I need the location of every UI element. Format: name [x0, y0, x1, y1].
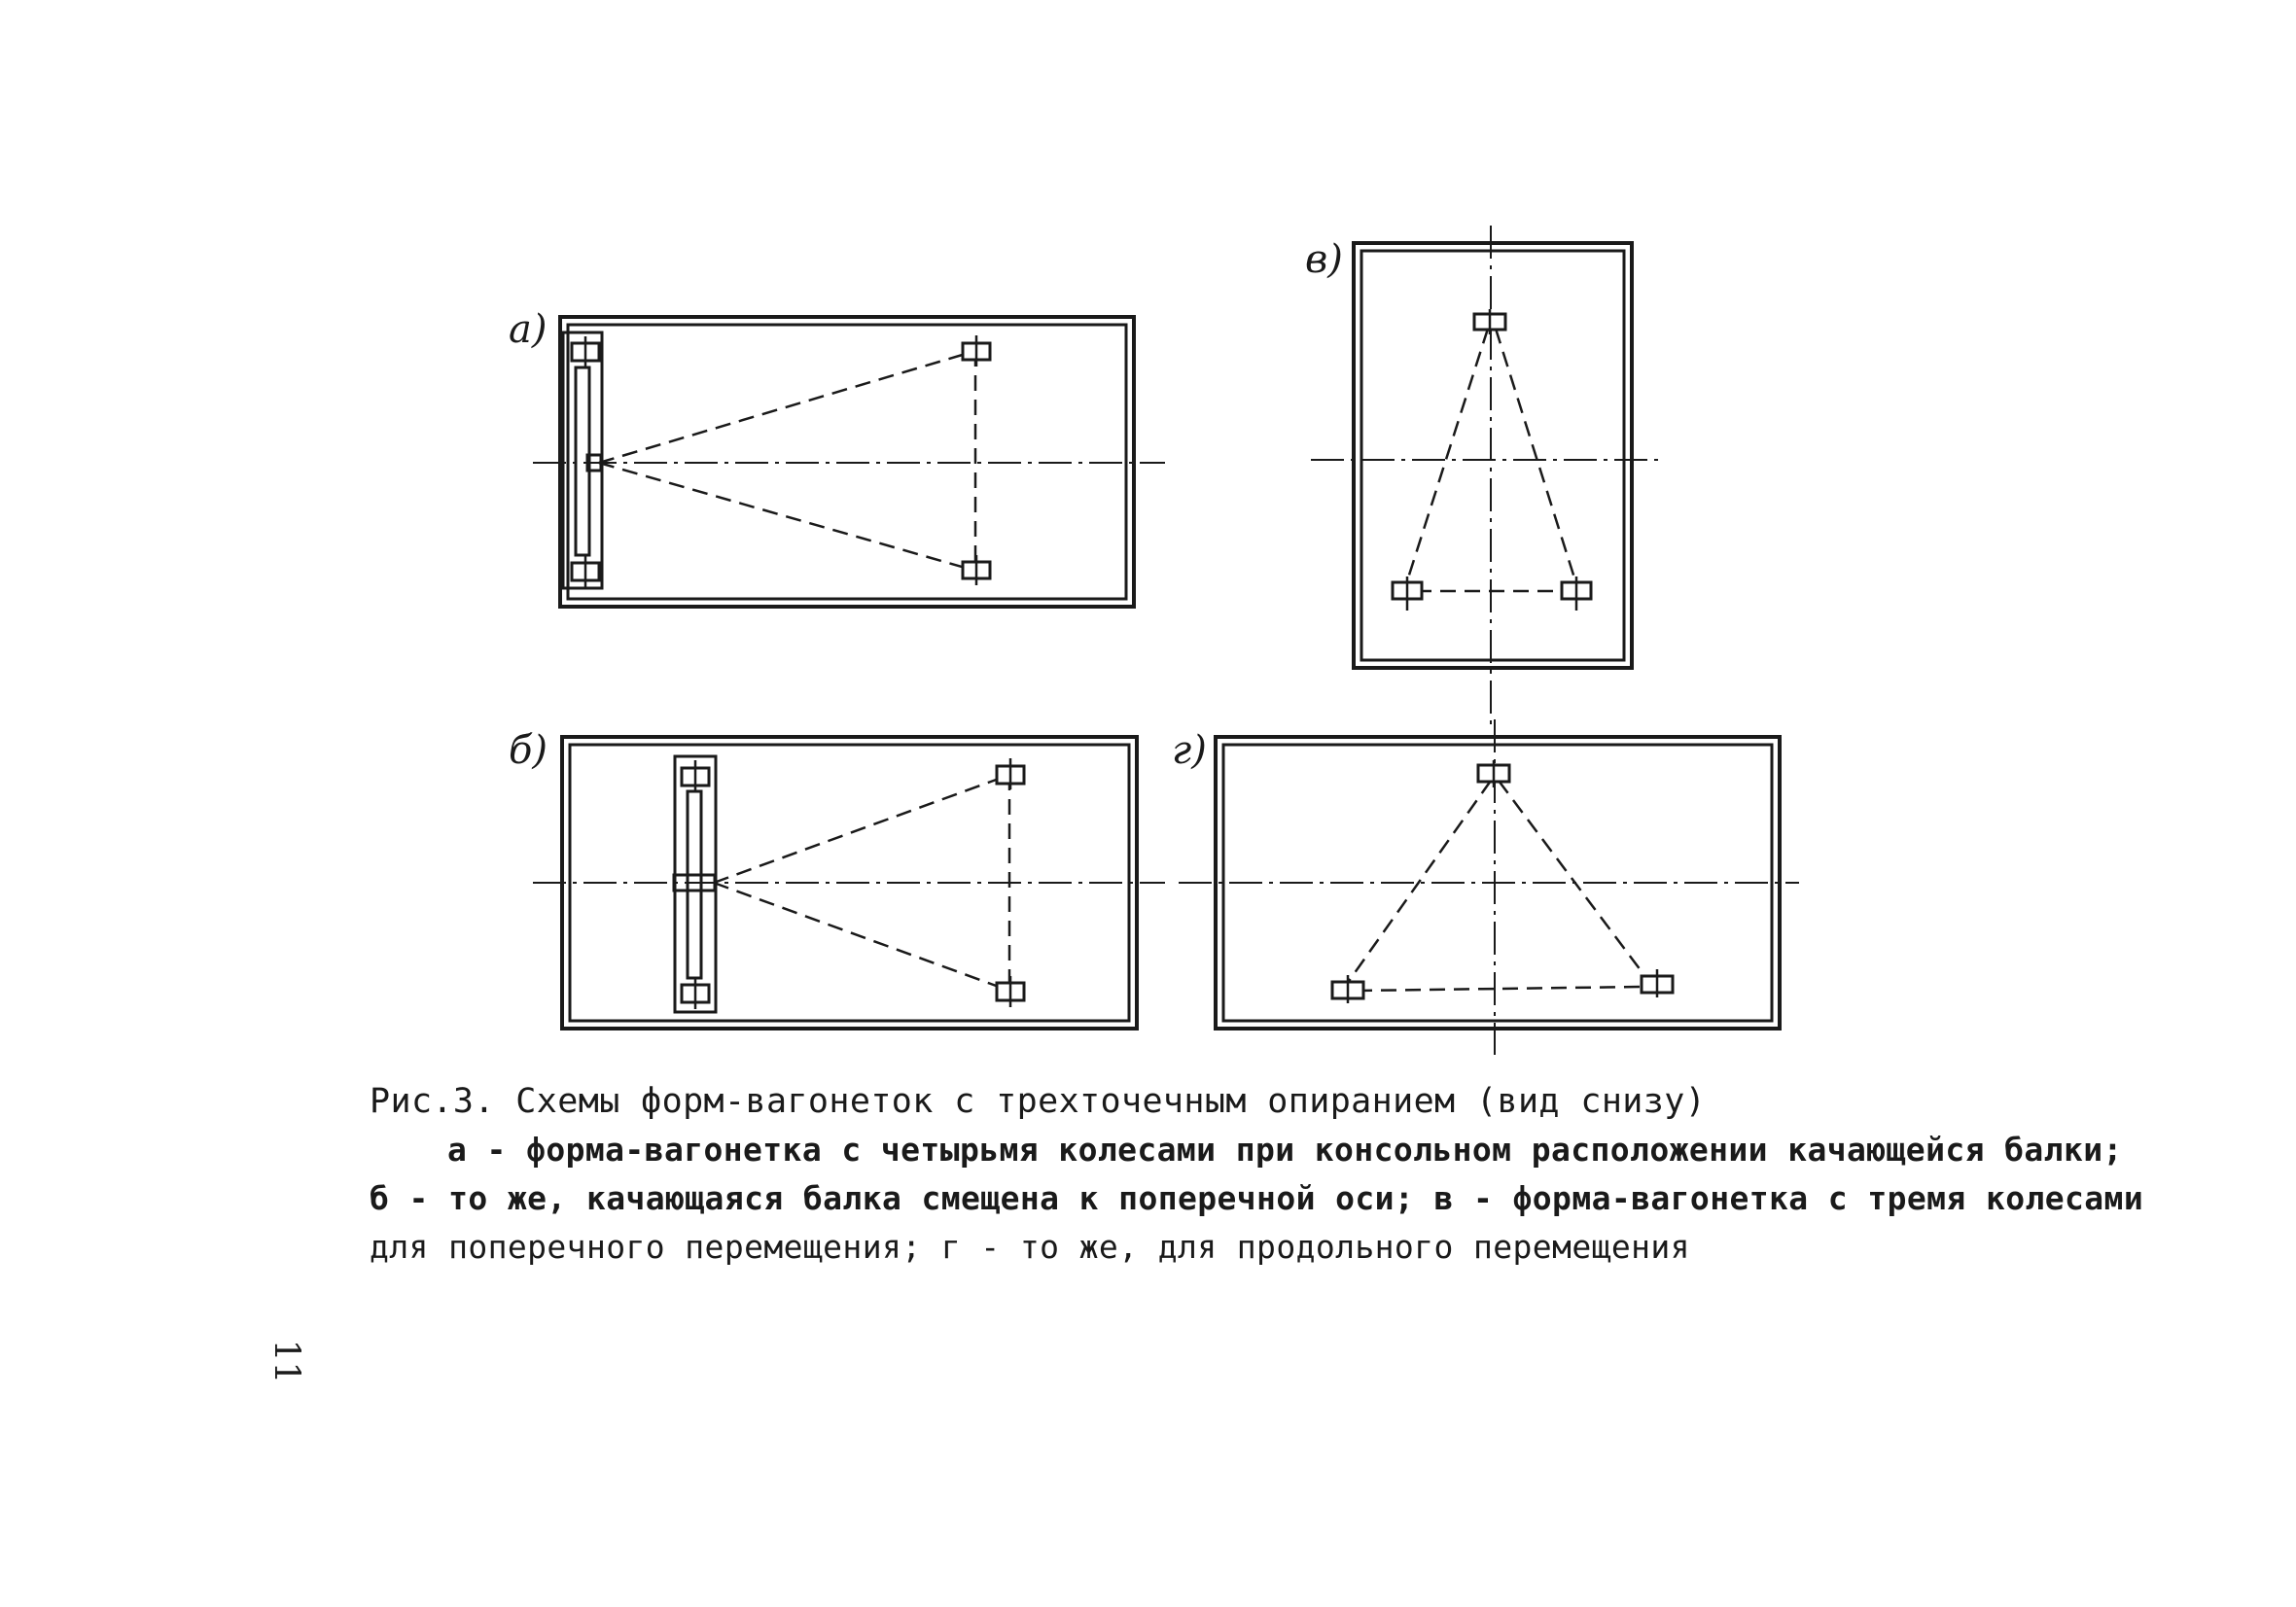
caption-line-1 — [370, 1126, 2123, 1174]
panel-v-label: в) — [1305, 237, 1343, 282]
panel-b-wheel-right-top — [997, 758, 1024, 789]
panel-g-wheel-left — [1332, 975, 1363, 1003]
panel-b-support-line-upper — [714, 775, 1009, 883]
page-number: 11 — [265, 1339, 306, 1384]
panel-a — [509, 307, 1165, 607]
figure-caption — [370, 1077, 2144, 1272]
panel-g-support-line-base — [1357, 987, 1642, 991]
panel-g-support-line-right — [1499, 781, 1646, 978]
panel-a-wheel-beam-top — [572, 336, 599, 367]
panel-v-wheel-left — [1393, 576, 1422, 611]
panel-v — [1305, 226, 1665, 724]
panel-b — [509, 728, 1165, 1029]
caption-line-2 — [370, 1174, 2144, 1223]
panel-b-support-line-lower — [714, 883, 1009, 991]
caption-line-2-text: б - то же, качающаяся балка смещена к поперечной оси; в - форма-вагонетка с тремя колесами — [370, 1179, 2144, 1217]
panel-g-support-line-left — [1347, 781, 1491, 984]
panel-v-wheel-right — [1562, 576, 1591, 611]
panel-g-wheel-right — [1642, 969, 1673, 997]
panel-b-wheel-beam-bottom — [682, 978, 709, 1009]
panel-b-wheel-right-bottom — [997, 976, 1024, 1007]
panel-g — [1172, 719, 1799, 1055]
caption-line-3: для поперечного перемещения; г - то же, для продольного перемещения — [370, 1228, 1690, 1266]
panel-b-wheel-beam-top — [682, 760, 709, 792]
panel-b-label: б) — [509, 728, 548, 773]
caption-title: Рис.3. Схемы форм-вагонеток с трехточечным опиранием (вид снизу) — [370, 1082, 1707, 1121]
panel-a-wheel-beam-bottom — [572, 556, 599, 587]
panel-b-swing-beam — [688, 791, 701, 978]
panel-g-wheel-top — [1478, 760, 1509, 787]
panel-v-outer-frame — [1354, 243, 1632, 668]
panel-g-label: г) — [1172, 728, 1207, 773]
panel-v-support-line-right — [1496, 329, 1577, 587]
panel-a-wheel-right-bottom — [963, 555, 990, 585]
caption-line-1-text: а - форма-вагонетка с четырьмя колесами при консольном расположении качающейся балки; — [447, 1131, 2123, 1169]
panel-a-support-line-lower — [599, 463, 975, 571]
panel-a-label: а) — [509, 307, 548, 352]
panel-a-support-line-upper — [599, 351, 975, 463]
panel-v-support-line-left — [1405, 329, 1488, 587]
panel-v-wheel-top — [1474, 309, 1505, 334]
panel-b-swing-beam-housing — [675, 756, 716, 1012]
panel-a-wheel-right-top — [963, 335, 990, 367]
